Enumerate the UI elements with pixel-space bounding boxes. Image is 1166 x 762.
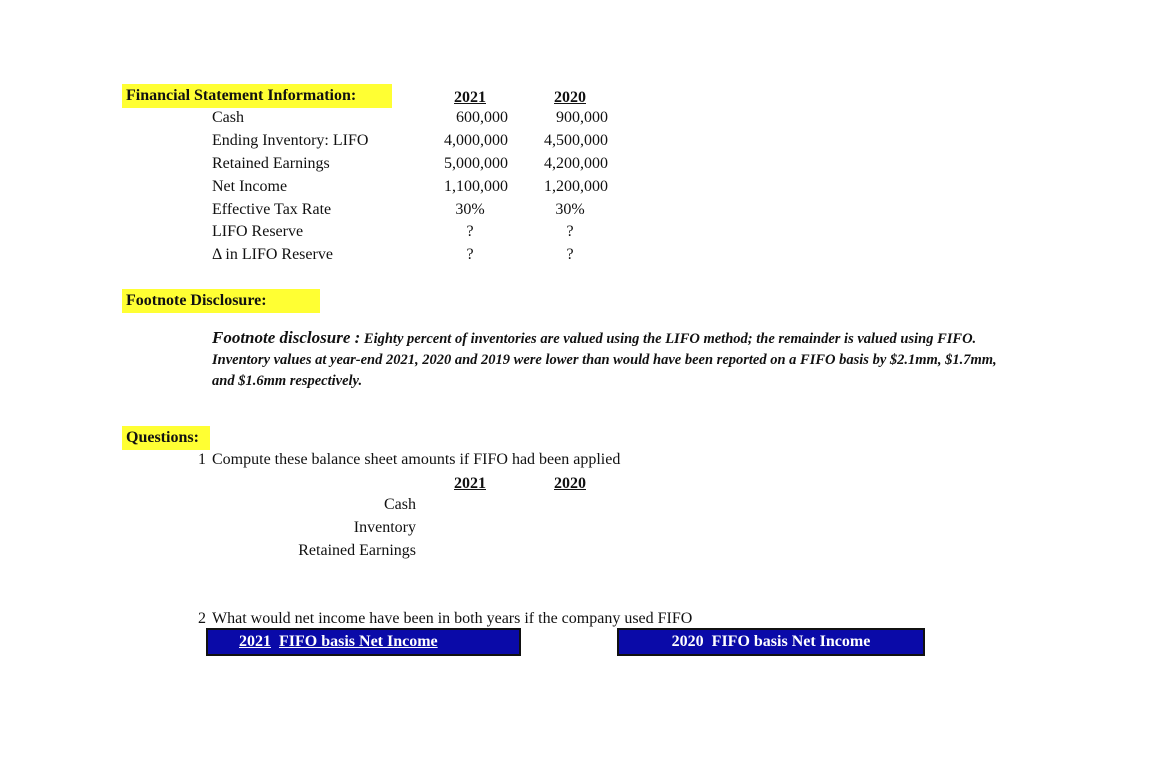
net-income-2020-box bbox=[617, 628, 925, 656]
cell-cash-2021: 600,000 bbox=[456, 109, 508, 126]
question-2-number: 2 bbox=[198, 610, 206, 627]
row-label-effective-tax-rate: Effective Tax Rate bbox=[212, 201, 332, 218]
row-label-cash: Cash bbox=[212, 109, 244, 126]
question-1-number: 1 bbox=[198, 451, 206, 468]
cell-inventory-2020: 4,500,000 bbox=[544, 132, 608, 149]
q1-item-inventory: Inventory bbox=[353, 519, 416, 536]
cell-net-income-2020: 1,200,000 bbox=[544, 178, 608, 195]
footnote-lead: Footnote disclosure : bbox=[212, 328, 361, 347]
row-label-net-income: Net Income bbox=[212, 178, 288, 195]
cell-net-income-2021: 1,100,000 bbox=[444, 178, 508, 195]
q1-year-2021: 2021 bbox=[454, 475, 486, 492]
row-label-lifo-reserve: LIFO Reserve bbox=[212, 223, 304, 240]
cell-lifo-reserve-2021: ? bbox=[466, 223, 474, 240]
footnote-text: Eighty percent of inventories are valued using the LIFO method; the remainder is valued using FIFO. Inventory values at year-end 2021, 2020 and 2019 were lower than would have been reported on a FIFO basis by $2.1mm, $1.7mm, and $1.6mm respectively. bbox=[212, 331, 997, 389]
cell-lifo-reserve-2020: ? bbox=[566, 223, 574, 240]
footnote-paragraph bbox=[212, 327, 1022, 392]
row-label-ending-inventory: Ending Inventory: LIFO bbox=[212, 132, 369, 149]
cell-retained-earnings-2021: 5,000,000 bbox=[444, 155, 508, 172]
net-income-2021-box bbox=[206, 628, 521, 656]
cell-change-lifo-2021: ? bbox=[466, 246, 474, 263]
net-income-2021-year: 2021 bbox=[239, 633, 271, 650]
year-2021-header: 2021 bbox=[454, 89, 486, 106]
q1-item-cash: Cash bbox=[384, 496, 416, 513]
net-income-2020-label: 2020 FIFO basis Net Income bbox=[671, 633, 871, 650]
year-2020-header: 2020 bbox=[554, 89, 586, 106]
cell-inventory-2021: 4,000,000 bbox=[444, 132, 508, 149]
net-income-2021-label: FIFO basis Net Income bbox=[279, 633, 438, 650]
cell-change-lifo-2020: ? bbox=[566, 246, 574, 263]
footnote-heading: Footnote Disclosure: bbox=[122, 289, 320, 313]
question-1-text: Compute these balance sheet amounts if FIFO had been applied bbox=[212, 451, 621, 468]
cell-tax-rate-2021: 30% bbox=[455, 201, 485, 218]
row-label-retained-earnings: Retained Earnings bbox=[212, 155, 330, 172]
q1-item-retained-earnings: Retained Earnings bbox=[298, 542, 416, 559]
cell-retained-earnings-2020: 4,200,000 bbox=[544, 155, 608, 172]
questions-heading: Questions: bbox=[122, 426, 210, 450]
question-2-text: What would net income have been in both years if the company used FIFO bbox=[212, 610, 693, 627]
financial-statement-heading: Financial Statement Information: bbox=[122, 84, 392, 108]
cell-tax-rate-2020: 30% bbox=[555, 201, 585, 218]
row-label-change-in-lifo-reserve: Δ in LIFO Reserve bbox=[212, 246, 333, 263]
q1-year-2020: 2020 bbox=[554, 475, 586, 492]
cell-cash-2020: 900,000 bbox=[556, 109, 608, 126]
